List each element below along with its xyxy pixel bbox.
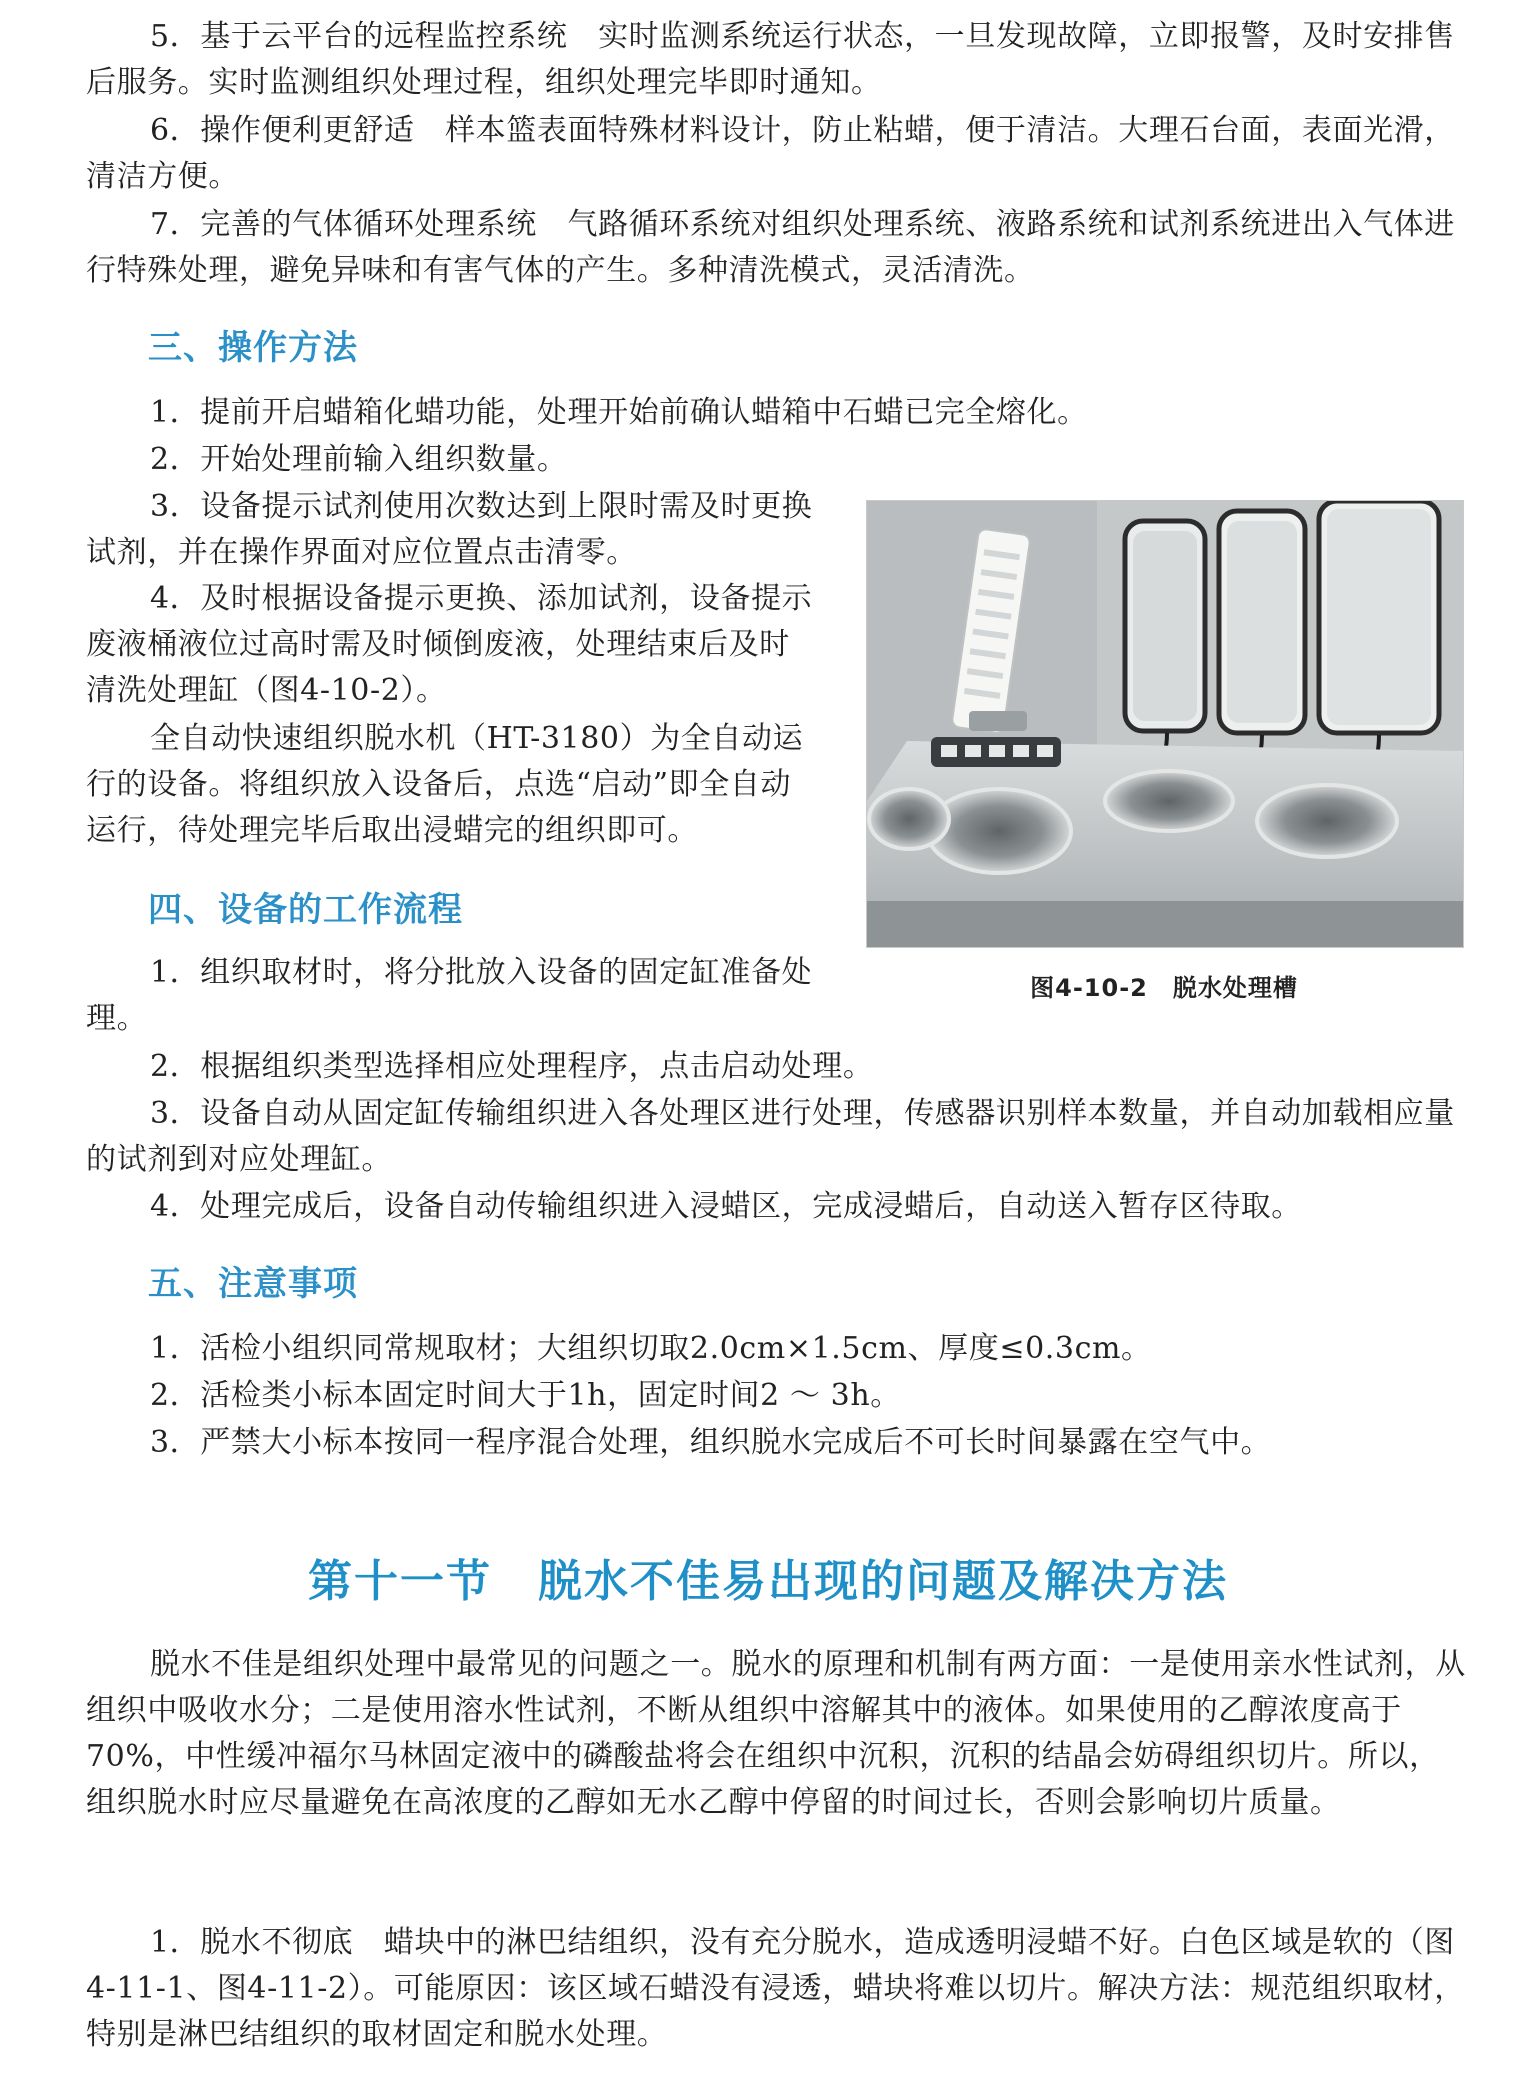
notes-item-1: 1．活检小组织同常规取材；大组织切取2.0cm×1.5cm、厚度≤0.3cm。 [150,1331,1152,1366]
operation-note: 全自动快速组织脱水机（HT-3180）为全自动运行的设备。将组织放入设备后，点选“启动”即全自动运行，待处理完毕后取出浸蜡完的组织即可。 [86,721,804,848]
dehydration-tank-photo [866,500,1464,948]
feature-item-7: 7．完善的气体循环处理系统 气路循环系统对组织处理系统、液路系统和试剂系统进出入气体进行特殊处理，避免异味和有害气体的产生。多种清洗模式，灵活清洗。 [86,207,1455,288]
chapter-intro-paragraph: 脱水不佳是组织处理中最常见的问题之一。脱水的原理和机制有两方面：一是使用亲水性试剂，从组织中吸收水分；二是使用溶水性试剂，不断从组织中溶解其中的液体。如果使用的乙醇浓度高于70%，中性缓冲福尔马林固定液中的磷酸盐将会在组织中沉积，沉积的结晶会妨碍组织切片。所以，组织脱水时应尽量避免在高浓度的乙醇如无水乙醇中停留的时间过长，否则会影响切片质量。 [86,1647,1466,1820]
operation-item-4: 4．及时根据设备提示更换、添加试剂，设备提示废液桶液位过高时需及时倾倒废液，处理结束后及时清洗处理缸（图4-10-2）。 [86,581,813,708]
operation-item-3: 3．设备提示试剂使用次数达到上限时需及时更换试剂，并在操作界面对应位置点击清零。 [86,489,813,570]
workflow-item-2: 2．根据组织类型选择相应处理程序，点击启动处理。 [150,1049,874,1084]
operation-item-2: 2．开始处理前输入组织数量。 [150,442,568,477]
notes-item-3: 3．严禁大小标本按同一程序混合处理，组织脱水完成后不可长时间暴露在空气中。 [150,1425,1272,1460]
section-heading-workflow: 四、设备的工作流程 [148,890,463,930]
workflow-item-1: 1．组织取材时，将分批放入设备的固定缸准备处理。 [86,955,813,1036]
chapter-item-1: 1．脱水不彻底 蜡块中的淋巴结组织，没有充分脱水，造成透明浸蜡不好。白色区域是软的（图4-11-1、图4-11-2）。可能原因：该区域石蜡没有浸透，蜡块将难以切片。解决方法：规范组织取材，特别是淋巴结组织的取材固定和脱水处理。 [86,1925,1465,2052]
notes-item-2: 2．活检类小标本固定时间大于1h，固定时间2 ～ 3h。 [150,1378,901,1413]
feature-item-6: 6．操作便利更舒适 样本篮表面特殊材料设计，防止粘蜡，便于清洁。大理石台面，表面光滑，清洁方便。 [86,113,1455,194]
section-heading-notes: 五、注意事项 [148,1264,358,1304]
chapter-title: 第十一节 脱水不佳易出现的问题及解决方法 [308,1556,1228,1607]
feature-item-5: 5．基于云平台的远程监控系统 实时监测系统运行状态，一旦发现故障，立即报警，及时安排售后服务。实时监测组织处理过程，组织处理完毕即时通知。 [86,19,1455,100]
operation-item-1: 1．提前开启蜡箱化蜡功能，处理开始前确认蜡箱中石蜡已完全熔化。 [150,395,1088,430]
section-heading-operation: 三、操作方法 [148,328,358,368]
workflow-item-3: 3．设备自动从固定缸传输组织进入各处理区进行处理，传感器识别样本数量，并自动加载相应量的试剂到对应处理缸。 [86,1096,1455,1177]
figure-caption: 图4-10-2 脱水处理槽 [1030,974,1298,1002]
workflow-item-4: 4．处理完成后，设备自动传输组织进入浸蜡区，完成浸蜡后，自动送入暂存区待取。 [150,1189,1302,1224]
